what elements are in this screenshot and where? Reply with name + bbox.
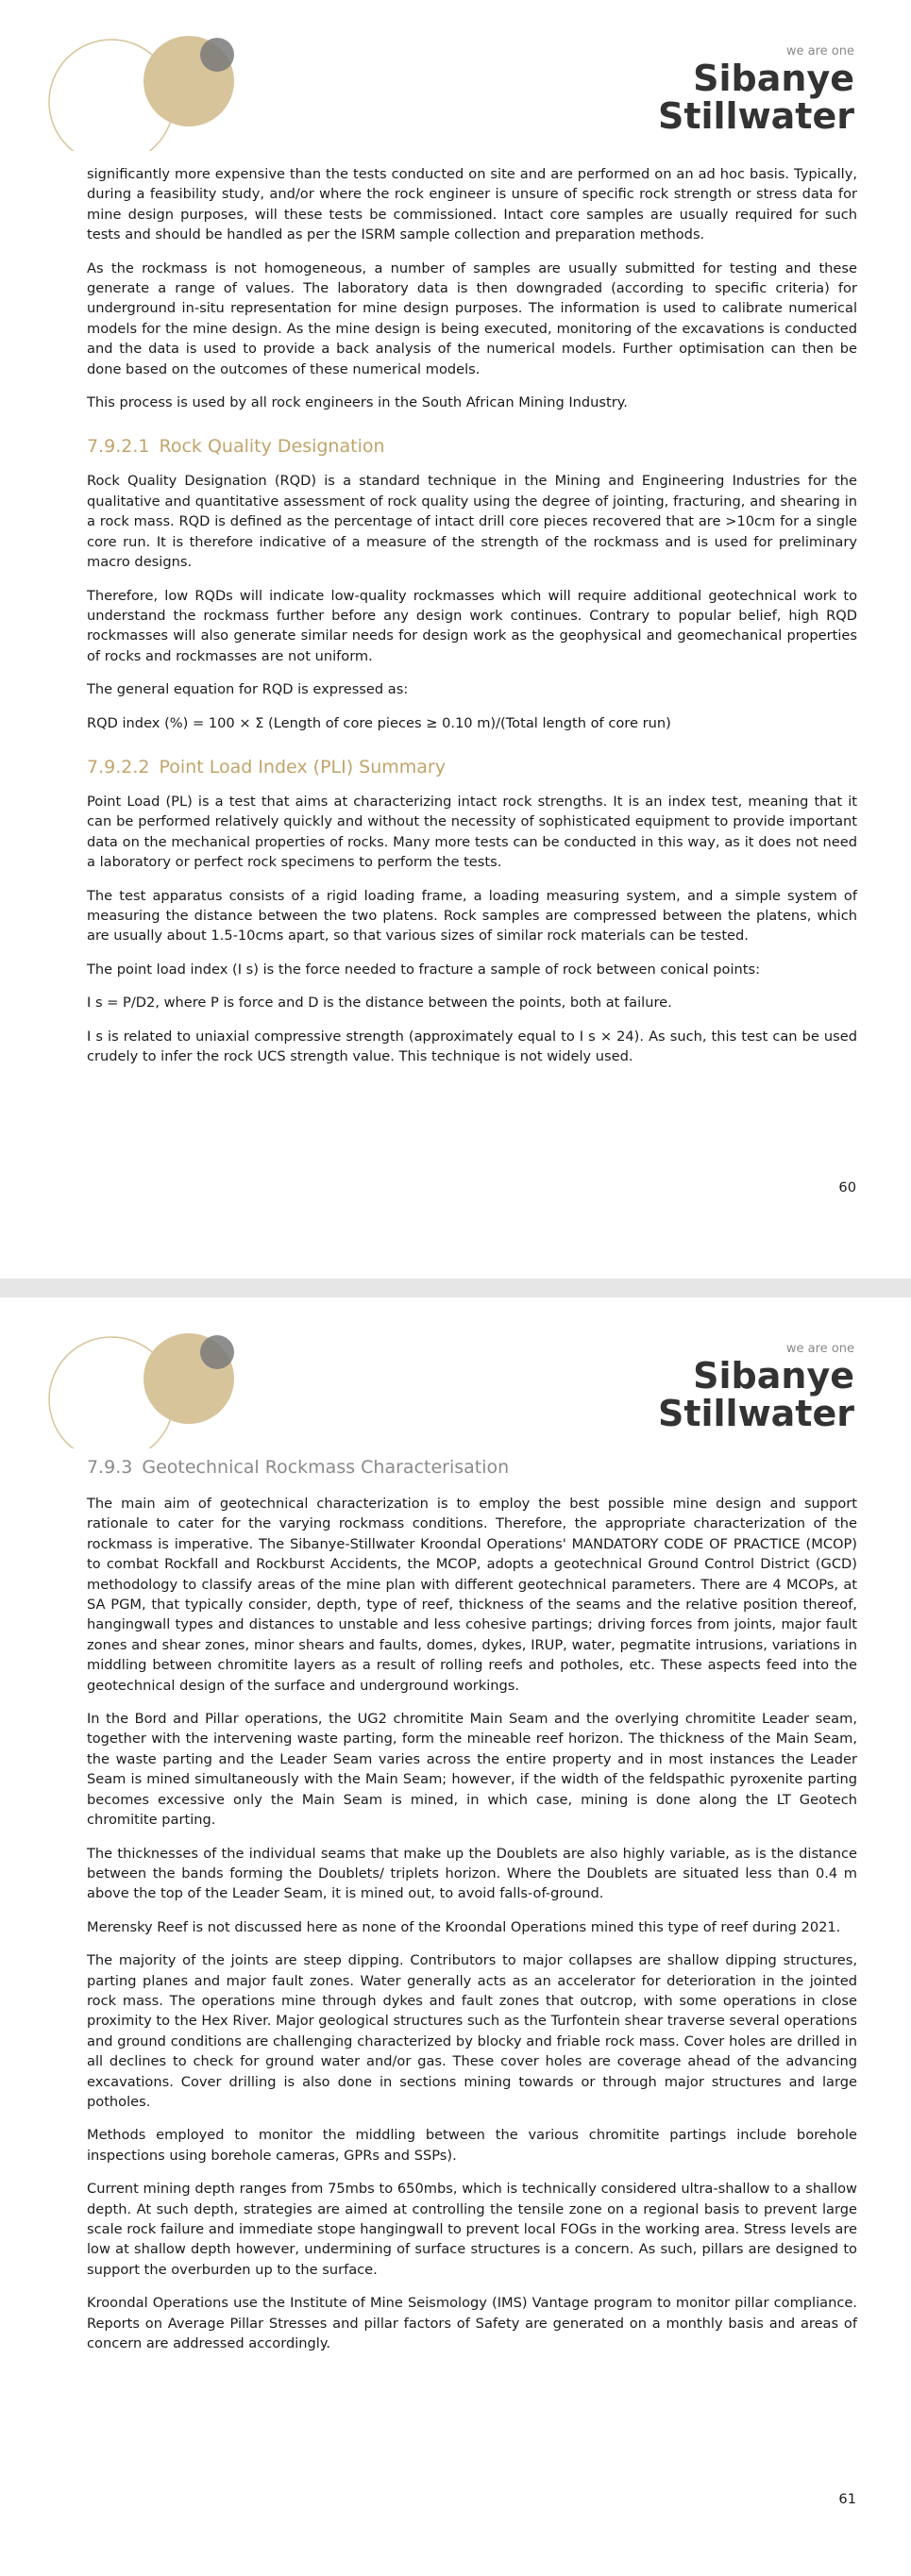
paragraph: significantly more expensive than the tests conducted on site and are performed on an ad hoc basis. Typically, during a feasibility study, and/or where the rock engineer is unsure of specific rock strength or stress data for mine design purposes, will these tests be commissioned. Intact core samples are usually required for such tests and should be handled as per the ISRM sample collection and preparation methods.: [87, 166, 857, 243]
document-page-60: [0, 0, 911, 1279]
page-content: [87, 1456, 857, 2367]
paragraph: Current mining depth ranges from 75mbs to 650mbs, which is technically considered ultra-shallow to a shallow depth. At such depth, strategies are aimed at controlling the tensile zone on a regional basis to prevent large scale rock failure and immediate stope hangingwall to prevent local FOGs in the working area. Stress levels are low at shallow depth however, undermining of surface structures is a concern. As such, pillars are designed to support the overburden up to the surface.: [87, 2181, 857, 2278]
paragraph: The thicknesses of the individual seams that make up the Doublets are also highly variable, as is the distance between the bands forming the Doublets/ triplets horizon. Where the Doublets are situated less than 0.4 m above the top of the Leader Seam, it is mined out, to avoid falls-of-ground.: [87, 1845, 857, 1902]
rqd-equation: RQD index (%) = 100 × Σ (Length of core pieces ≥ 0.10 m)/(Total length of core run): [87, 714, 671, 731]
paragraph: In the Bord and Pillar operations, the UG2 chromitite Main Seam and the overlying chromitite Leader seam, together with the intervening waste parting, form the mineable reef horizon. The thickness of the Main Seam, the waste parting and the Leader Seam varies across the entire property and in most instances the Leader Seam is mined simultaneously with the Main Seam; however, if the width of the feldspathic pyroxenite parting becomes excessive only the Main Seam is mined, in which case, mining is done along the LT Geotech chromitite parting.: [87, 1711, 857, 1829]
paragraph: The point load index (I s) is the force needed to fracture a sample of rock between conical points:: [87, 961, 760, 978]
paragraph: The general equation for RQD is expressed as:: [87, 681, 409, 698]
paragraph: Rock Quality Designation (RQD) is a standard technique in the Mining and Engineering Industries for the qualitative and quantitative assessment of rock quality using the degree of jointing, fracturing, and shearing in a rock mass. RQD is defined as the percentage of intact drill core pieces recovered that are >10cm for a single core run. It is therefore indicative of a measure of the strength of the rockmass and is used for preliminary macro designs.: [87, 473, 857, 571]
section-title: Geotechnical Rockmass Characterisation: [142, 1457, 510, 1478]
decorative-circles: [0, 0, 283, 151]
paragraph: I s is related to uniaxial compressive strength (approximately equal to I s × 24). As such, this test can be used crudely to infer the rock UCS strength value. This technique is not widely used.: [87, 1028, 857, 1064]
section-title: Rock Quality Designation: [159, 436, 385, 458]
page-number: 60: [838, 1179, 856, 1196]
section-heading-geotech: [87, 1456, 857, 1479]
logo-tagline: we are one: [785, 44, 854, 59]
logo-name-line2: Stillwater: [657, 95, 854, 137]
paragraph: The majority of the joints are steep dipping. Contributors to major collapses are shallow dipping structures, parting planes and major fault zones. Water generally acts as an accelerator for deterioration in the jointed rock mass. The operations mine through dykes and fault zones that outcrop, with some operations in close proximity to the Hex River. Major geological structures such as the Turfontein shear traverse several operations and ground conditions are challenging characterized by blocky and friable rock mass. Cover holes are drilled in all declines to check for ground water and/or gas. These cover holes are coverage ahead of the advancing excavations. Cover drilling is also done in sections mining towards or through major structures and large potholes.: [87, 1952, 857, 2110]
document-page-61: [0, 1297, 911, 2576]
pli-equation: I s = P/D2, where P is force and D is the distance between the points, both at failure.: [87, 995, 672, 1012]
paragraph: Point Load (PL) is a test that aims at characterizing intact rock strengths. It is an index test, meaning that it can be performed relatively quickly and without the necessity of sophisticated equipment to provide important data on the mechanical properties of rocks. Many more tests can be conducted in this way, as it does not need a laboratory or perfect rock specimens to perform the tests.: [87, 793, 857, 871]
decorative-circles: [0, 1297, 283, 1448]
logo-tagline: we are one: [785, 1342, 854, 1356]
page-number: 61: [838, 2491, 856, 2507]
section-number: 7.9.2.1: [87, 436, 150, 458]
paragraph: As the rockmass is not homogeneous, a number of samples are usually submitted for testing and these generate a range of values. The laboratory data is then downgraded (according to specific criteria) for underground in-situ representation for mine design purposes. The information is used to calibrate numerical models for the mine design. As the mine design is being executed, monitoring of the excavations is conducted and the data is used to provide a back analysis of the numerical models. Further optimisation can then be done based on the outcomes of these numerical models.: [87, 259, 857, 377]
sibanye-stillwater-logo: [630, 1333, 866, 1437]
sibanye-stillwater-logo: [630, 36, 866, 140]
section-title: Point Load Index (PLI) Summary: [159, 756, 446, 778]
section-number: 7.9.2.2: [87, 756, 150, 778]
grey-circle: [200, 1335, 234, 1369]
paragraph: Kroondal Operations use the Institute of Mine Seismology (IMS) Vantage program to monitor pillar compliance. Reports on Average Pillar Stresses and pillar factors of Safety are generated on a monthly basis and areas of concern are addressed accordingly.: [87, 2295, 857, 2352]
paragraph: Merensky Reef is not discussed here as none of the Kroondal Operations mined this type of reef during 2021.: [87, 1918, 841, 1935]
page-content: [87, 164, 857, 1079]
logo-name-line1: Sibanye: [693, 58, 854, 99]
paragraph: Methods employed to monitor the middling between the various chromitite partings include borehole inspections using borehole cameras, GPRs and SSPs).: [87, 2127, 857, 2164]
paragraph: Therefore, low RQDs will indicate low-quality rockmasses which will require additional geotechnical work to understand the rockmass further before any design work continues. Contrary to popular belief, high RQD rockmasses will also generate similar needs for design work as the geophysical and geomechanical properties of rocks and rockmasses are not uniform.: [87, 587, 857, 664]
section-heading-pli: [87, 756, 857, 778]
paragraph: The test apparatus consists of a rigid loading frame, a loading measuring system, and a simple system of measuring the distance between the two platens. Rock samples are compressed between the platens, which are usually about 1.5-10cms apart, so that various sizes of similar rock materials can be tested.: [87, 887, 857, 945]
paragraph: This process is used by all rock engineers in the South African Mining Industry.: [87, 394, 628, 411]
grey-circle: [200, 38, 234, 72]
section-number: 7.9.3: [87, 1457, 133, 1478]
section-heading-rqd: [87, 435, 857, 458]
logo-name-line2: Stillwater: [657, 1393, 854, 1434]
paragraph: The main aim of geotechnical characterization is to employ the best possible mine design and support rationale to cater for the varying rockmass conditions. Therefore, the appropriate characterization of the rockmass is imperative. The Sibanye-Stillwater Kroondal Operations' MANDATORY CODE OF PRACTICE (MCOP) to combat Rockfall and Rockburst Accidents, the MCOP, adopts a geotechnical Ground Control District (GCD) methodology to classify areas of the mine plan with different geotechnical parameters. There are 4 MCOPs, at SA PGM, that typically consider, depth, type of reef, thickness of the seams and the relative position thereof, hangingwall types and distances to unstable and less cohesive partings; driving forces from joints, major fault zones and shear zones, minor shears and faults, domes, dykes, IRUP, water, pegmatite intrusions, variations in middling between chromitite layers as a result of rolling reefs and potholes, etc. These aspects feed into the geotechnical design of the surface and underground workings.: [87, 1496, 857, 1694]
logo-name-line1: Sibanye: [693, 1355, 854, 1397]
